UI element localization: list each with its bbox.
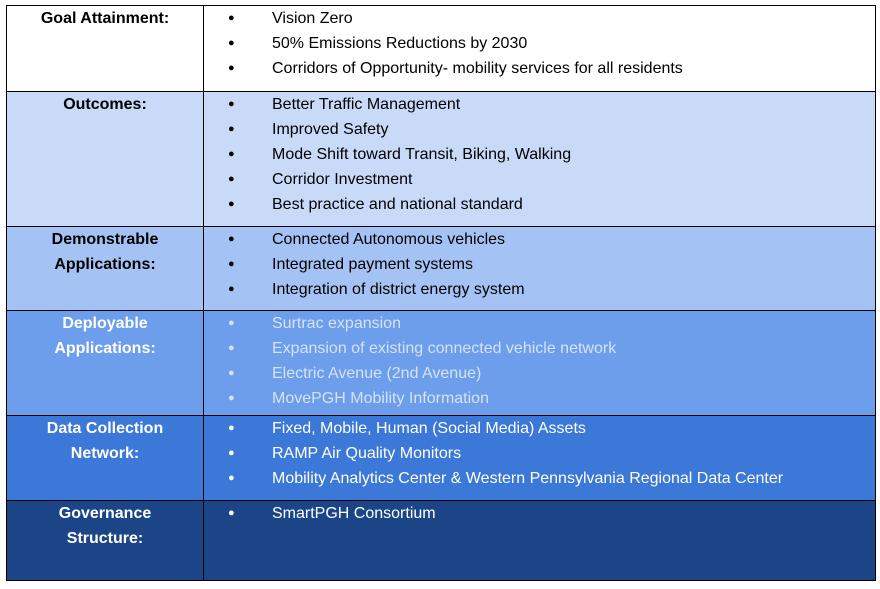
list-item: ● Improved Safety (204, 117, 875, 142)
label-line: Network: (70, 445, 140, 462)
list-item: ● Integrated payment systems (204, 252, 875, 277)
table-row-demonstrable-applications (7, 227, 876, 311)
list-item: ● Surtrac expansion (204, 311, 875, 336)
label-line: Governance (58, 505, 152, 522)
table-row-goal-attainment (7, 6, 876, 92)
table-row-data-collection-network (7, 416, 876, 501)
row-items-goal-attainment (204, 6, 876, 92)
list-item: ● 50% Emissions Reductions by 2030 (204, 31, 875, 56)
list-item: ● Connected Autonomous vehicles (204, 227, 875, 252)
list-item: ● SmartPGH Consortium (204, 501, 875, 526)
row-label-governance-structure (7, 501, 204, 581)
list-item: ● Vision Zero (204, 6, 875, 31)
row-label-demonstrable-applications (7, 227, 204, 311)
label-line: Applications: (54, 340, 156, 357)
label-line: Deployable (62, 315, 148, 332)
list-item: ● RAMP Air Quality Monitors (204, 441, 875, 466)
row-items-outcomes (204, 92, 876, 227)
row-items-governance-structure (204, 501, 876, 581)
list-item: ● Expansion of existing connected vehicle network (204, 336, 875, 361)
list-item: ● MovePGH Mobility Information (204, 386, 875, 411)
list-item: ● Best practice and national standard (204, 192, 875, 217)
list-item: ● Better Traffic Management (204, 92, 875, 117)
table-row-governance-structure (7, 501, 876, 581)
label-text: Goal Attainment: (40, 10, 170, 27)
list-item: ● Corridors of Opportunity- mobility services for all residents (204, 56, 875, 81)
list-item: ● Integration of district energy system (204, 277, 875, 302)
row-label-outcomes (7, 92, 204, 227)
row-items-deployable-applications (204, 311, 876, 416)
list-item: ● Electric Avenue (2nd Avenue) (204, 361, 875, 386)
label-line: Applications: (54, 256, 156, 273)
list-item: ● Fixed, Mobile, Human (Social Media) Assets (204, 416, 875, 441)
table-row-outcomes (7, 92, 876, 227)
label-line: Structure: (66, 530, 144, 547)
row-label-data-collection-network (7, 416, 204, 501)
table-row-deployable-applications (7, 311, 876, 416)
row-label-deployable-applications (7, 311, 204, 416)
row-items-demonstrable-applications (204, 227, 876, 311)
list-item: ● Mode Shift toward Transit, Biking, Walking (204, 142, 875, 167)
strategy-table (6, 5, 876, 581)
label-line: Data Collection (46, 420, 164, 437)
row-label-goal-attainment (7, 6, 204, 92)
row-items-data-collection-network (204, 416, 876, 501)
label-line: Demonstrable (51, 231, 159, 248)
list-item: ● Corridor Investment (204, 167, 875, 192)
list-item: ● Mobility Analytics Center & Western Pennsylvania Regional Data Center (204, 466, 875, 491)
label-text: Outcomes: (63, 96, 147, 113)
